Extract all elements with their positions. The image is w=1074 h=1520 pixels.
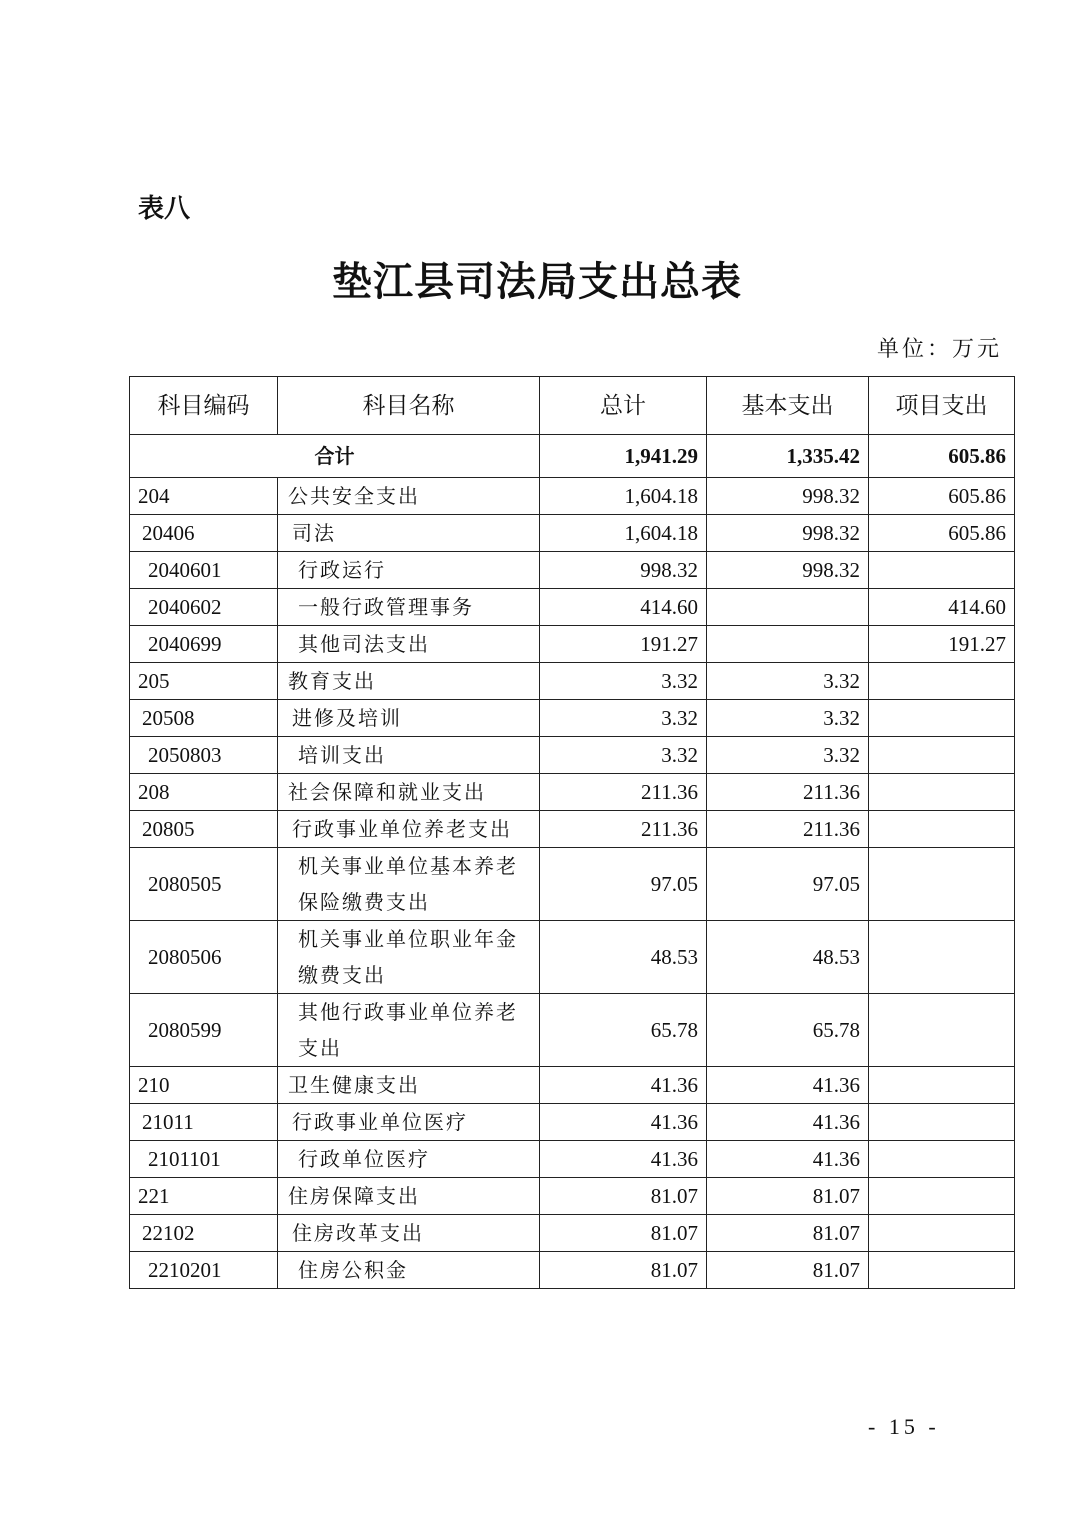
row-name: 司法	[278, 515, 540, 552]
row-basic: 81.07	[707, 1178, 869, 1215]
row-code: 2050803	[130, 737, 278, 774]
row-project	[869, 848, 1015, 921]
table-row	[130, 515, 1015, 552]
row-name: 机关事业单位职业年金缴费支出	[278, 921, 540, 994]
row-code: 22102	[130, 1215, 278, 1252]
row-name: 行政事业单位养老支出	[278, 811, 540, 848]
row-code: 2080505	[130, 848, 278, 921]
row-total: 3.32	[540, 737, 707, 774]
row-name: 住房改革支出	[278, 1215, 540, 1252]
row-basic: 998.32	[707, 515, 869, 552]
table-row	[130, 994, 1015, 1067]
row-name: 一般行政管理事务	[278, 589, 540, 626]
row-code: 2040601	[130, 552, 278, 589]
total-value: 1,941.29	[540, 435, 707, 478]
row-total: 3.32	[540, 700, 707, 737]
table-row	[130, 663, 1015, 700]
row-name: 卫生健康支出	[278, 1067, 540, 1104]
table-row	[130, 848, 1015, 921]
row-name: 住房公积金	[278, 1252, 540, 1289]
row-project	[869, 737, 1015, 774]
row-total: 81.07	[540, 1215, 707, 1252]
row-project: 605.86	[869, 515, 1015, 552]
row-code: 2210201	[130, 1252, 278, 1289]
row-basic: 3.32	[707, 737, 869, 774]
row-total: 81.07	[540, 1252, 707, 1289]
row-total: 3.32	[540, 663, 707, 700]
row-project	[869, 1067, 1015, 1104]
row-code: 2040699	[130, 626, 278, 663]
total-row	[130, 435, 1015, 478]
row-total: 41.36	[540, 1067, 707, 1104]
row-basic: 81.07	[707, 1215, 869, 1252]
row-name: 公共安全支出	[278, 478, 540, 515]
table-row	[130, 589, 1015, 626]
row-basic: 41.36	[707, 1067, 869, 1104]
table-row	[130, 921, 1015, 994]
row-code: 210	[130, 1067, 278, 1104]
row-code: 2080506	[130, 921, 278, 994]
row-project	[869, 1141, 1015, 1178]
table-row	[130, 700, 1015, 737]
table-row	[130, 811, 1015, 848]
header-row	[130, 377, 1015, 435]
row-project: 605.86	[869, 478, 1015, 515]
row-basic: 3.32	[707, 663, 869, 700]
row-name: 行政单位医疗	[278, 1141, 540, 1178]
table-row	[130, 1141, 1015, 1178]
row-total: 1,604.18	[540, 478, 707, 515]
row-code: 2080599	[130, 994, 278, 1067]
row-total: 65.78	[540, 994, 707, 1067]
row-basic	[707, 626, 869, 663]
row-project	[869, 774, 1015, 811]
header-basic: 基本支出	[707, 377, 869, 435]
row-code: 221	[130, 1178, 278, 1215]
row-project	[869, 1178, 1015, 1215]
row-basic: 48.53	[707, 921, 869, 994]
row-total: 414.60	[540, 589, 707, 626]
row-project: 414.60	[869, 589, 1015, 626]
expenditure-table	[129, 376, 1015, 1289]
row-project	[869, 552, 1015, 589]
table-row	[130, 1252, 1015, 1289]
row-project	[869, 921, 1015, 994]
header-project: 项目支出	[869, 377, 1015, 435]
row-project	[869, 1104, 1015, 1141]
row-basic: 81.07	[707, 1252, 869, 1289]
row-project: 191.27	[869, 626, 1015, 663]
row-name: 行政事业单位医疗	[278, 1104, 540, 1141]
row-basic: 41.36	[707, 1141, 869, 1178]
header-name: 科目名称	[278, 377, 540, 435]
row-name: 其他行政事业单位养老支出	[278, 994, 540, 1067]
row-code: 20805	[130, 811, 278, 848]
row-name: 教育支出	[278, 663, 540, 700]
row-total: 998.32	[540, 552, 707, 589]
row-total: 41.36	[540, 1104, 707, 1141]
table-row	[130, 626, 1015, 663]
table-row	[130, 774, 1015, 811]
total-project: 605.86	[869, 435, 1015, 478]
row-name: 其他司法支出	[278, 626, 540, 663]
row-basic: 211.36	[707, 774, 869, 811]
page-title: 垫江县司法局支出总表	[332, 258, 742, 305]
row-total: 1,604.18	[540, 515, 707, 552]
table-row	[130, 552, 1015, 589]
row-total: 97.05	[540, 848, 707, 921]
row-total: 211.36	[540, 774, 707, 811]
row-total: 211.36	[540, 811, 707, 848]
row-project	[869, 994, 1015, 1067]
row-basic: 998.32	[707, 552, 869, 589]
table-row	[130, 1104, 1015, 1141]
row-name: 进修及培训	[278, 700, 540, 737]
table-label: 表八	[138, 194, 191, 224]
row-code: 205	[130, 663, 278, 700]
row-basic: 97.05	[707, 848, 869, 921]
row-code: 20508	[130, 700, 278, 737]
row-code: 20406	[130, 515, 278, 552]
row-basic: 998.32	[707, 478, 869, 515]
unit-note: 单位：万元	[876, 337, 1002, 362]
row-name: 机关事业单位基本养老保险缴费支出	[278, 848, 540, 921]
row-name: 社会保障和就业支出	[278, 774, 540, 811]
row-basic: 211.36	[707, 811, 869, 848]
row-basic	[707, 589, 869, 626]
row-basic: 3.32	[707, 700, 869, 737]
table-row	[130, 1215, 1015, 1252]
row-code: 21011	[130, 1104, 278, 1141]
row-basic: 65.78	[707, 994, 869, 1067]
row-name: 行政运行	[278, 552, 540, 589]
page-number: - 15 -	[868, 1414, 940, 1439]
row-project	[869, 811, 1015, 848]
row-basic: 41.36	[707, 1104, 869, 1141]
row-project	[869, 1215, 1015, 1252]
total-label: 合计	[130, 435, 540, 478]
row-code: 2040602	[130, 589, 278, 626]
total-basic: 1,335.42	[707, 435, 869, 478]
row-total: 191.27	[540, 626, 707, 663]
row-total: 48.53	[540, 921, 707, 994]
row-project	[869, 1252, 1015, 1289]
header-total: 总计	[540, 377, 707, 435]
table-row	[130, 1067, 1015, 1104]
row-name: 住房保障支出	[278, 1178, 540, 1215]
row-project	[869, 663, 1015, 700]
row-code: 208	[130, 774, 278, 811]
row-project	[869, 700, 1015, 737]
row-total: 41.36	[540, 1141, 707, 1178]
table-row	[130, 1178, 1015, 1215]
table-row	[130, 478, 1015, 515]
header-code: 科目编码	[130, 377, 278, 435]
table-row	[130, 737, 1015, 774]
row-code: 204	[130, 478, 278, 515]
row-total: 81.07	[540, 1178, 707, 1215]
row-code: 2101101	[130, 1141, 278, 1178]
row-name: 培训支出	[278, 737, 540, 774]
